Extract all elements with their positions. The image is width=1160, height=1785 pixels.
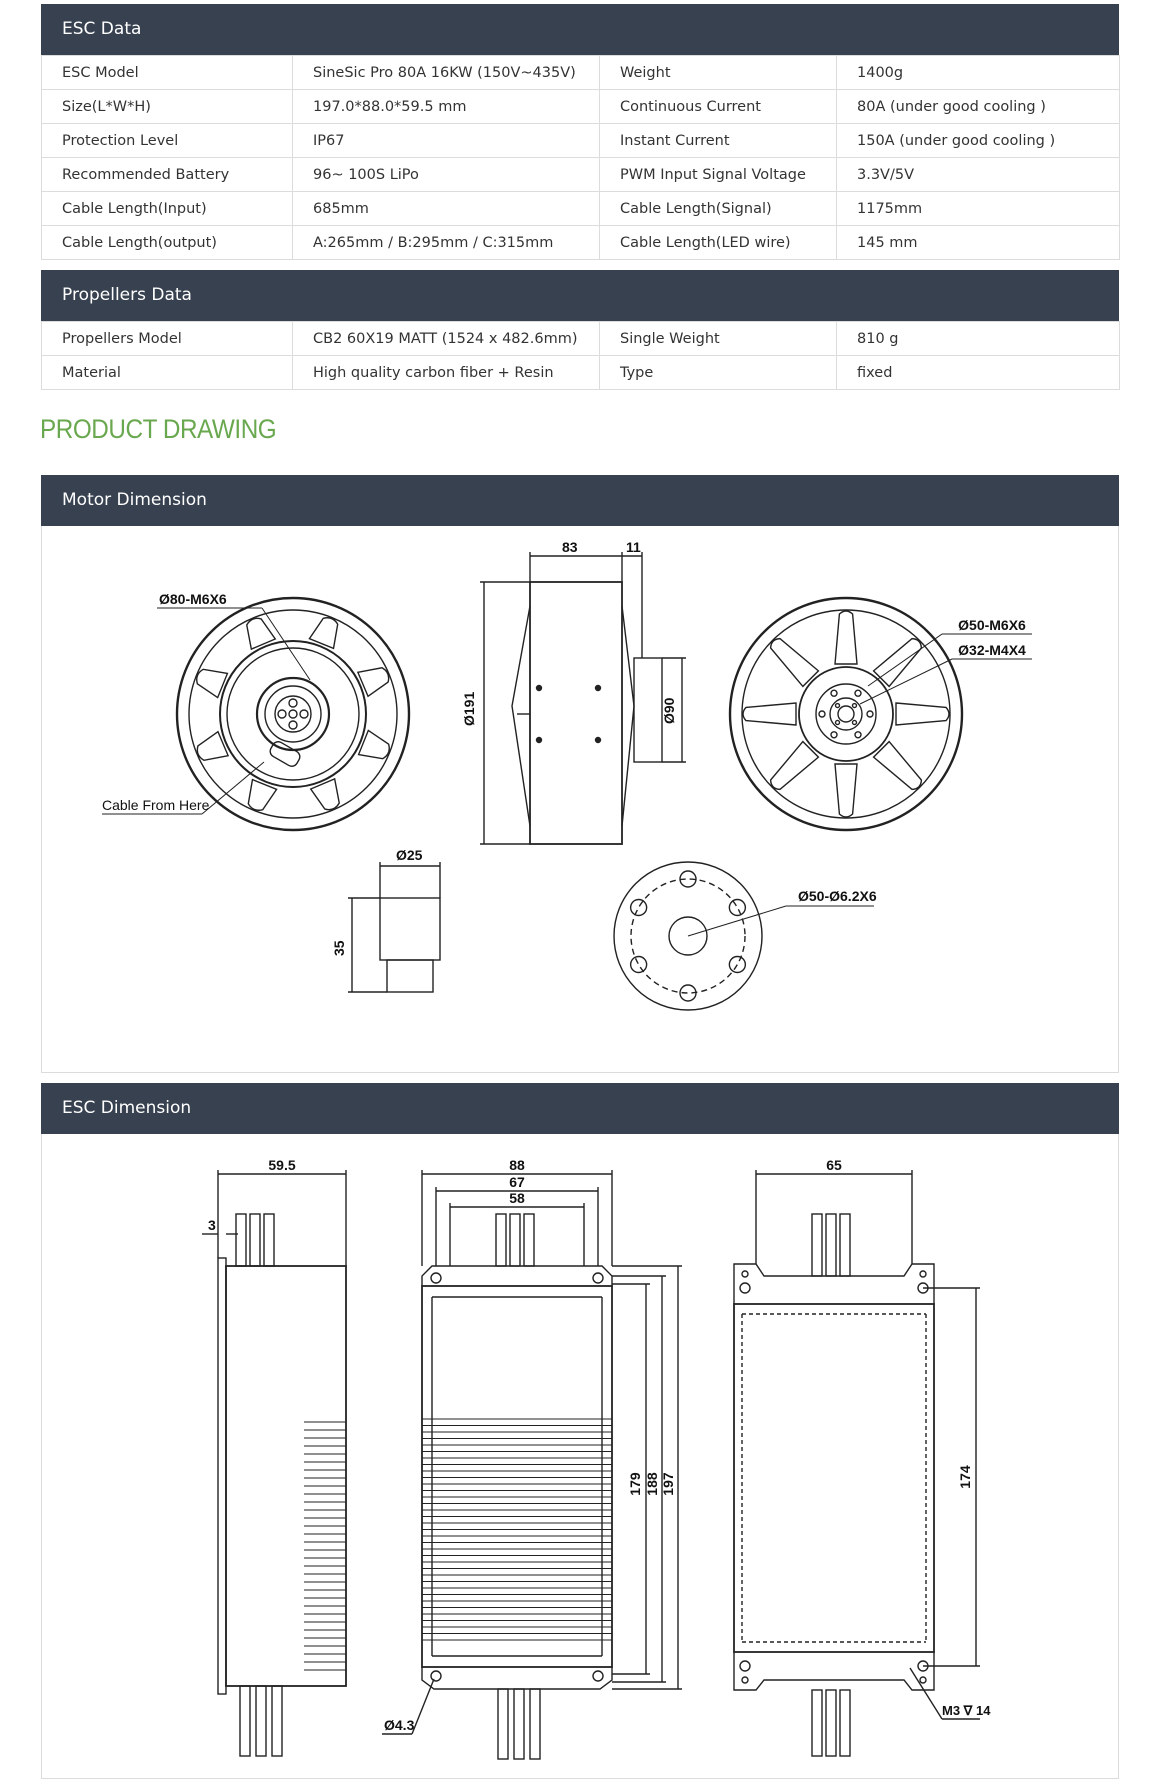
- front-bolt-label: Ø80-M6X6: [159, 591, 227, 607]
- rear-bolt2-label: Ø32-M4X4: [958, 642, 1026, 658]
- shaft-base-90-label: Ø90: [661, 697, 677, 724]
- spec-value: High quality carbon fiber + Resin: [293, 356, 600, 390]
- width-83-label: 83: [562, 539, 578, 555]
- shaft-dia-25-label: Ø25: [396, 847, 423, 863]
- h197-label: 197: [660, 1472, 676, 1496]
- table-row: [42, 124, 1120, 158]
- motor-shaft-detail: [348, 862, 440, 992]
- table-row: [42, 90, 1120, 124]
- spec-label: Propellers Model: [42, 322, 293, 356]
- spec-value: 197.0*88.0*59.5 mm: [293, 90, 600, 124]
- motor-dimension-panel: [41, 475, 1119, 1073]
- diameter-191-label: Ø191: [461, 691, 477, 726]
- flange-11-label: 11: [626, 539, 641, 555]
- spec-value: 150A (under good cooling ): [837, 124, 1120, 158]
- spec-value: 3.3V/5V: [837, 158, 1120, 192]
- spec-value: IP67: [293, 124, 600, 158]
- spec-value: SineSic Pro 80A 16KW (150V~435V): [293, 56, 600, 90]
- spec-label: Material: [42, 356, 293, 390]
- w65-label: 65: [826, 1157, 842, 1173]
- w67-label: 67: [509, 1174, 525, 1190]
- spec-label: Cable Length(LED wire): [600, 226, 837, 260]
- esc-data-panel: [41, 4, 1119, 260]
- motor-side-view: [480, 552, 686, 844]
- spec-value: CB2 60X19 MATT (1524 x 482.6mm): [293, 322, 600, 356]
- spec-label: Continuous Current: [600, 90, 837, 124]
- motor-drawing: [42, 526, 1118, 1073]
- propellers-data-header: Propellers Data: [41, 270, 1119, 321]
- spec-label: Recommended Battery: [42, 158, 293, 192]
- spec-value: 1400g: [837, 56, 1120, 90]
- hole-label: Ø4.3: [384, 1717, 415, 1733]
- spec-label: Cable Length(Input): [42, 192, 293, 226]
- spec-label: PWM Input Signal Voltage: [600, 158, 837, 192]
- spec-label: Cable Length(output): [42, 226, 293, 260]
- esc-side-view: [202, 1170, 346, 1756]
- esc-data-table: [41, 55, 1120, 260]
- table-row: [42, 356, 1120, 390]
- motor-rear-view: [730, 598, 962, 830]
- w58-label: 58: [509, 1190, 525, 1206]
- w88-label: 88: [509, 1157, 525, 1173]
- esc-front-view: [382, 1170, 682, 1759]
- spec-value: 80A (under good cooling ): [837, 90, 1120, 124]
- spec-value: fixed: [837, 356, 1120, 390]
- h179-label: 179: [627, 1472, 643, 1496]
- spec-label: Protection Level: [42, 124, 293, 158]
- spec-value: 810 g: [837, 322, 1120, 356]
- motor-dimension-header: Motor Dimension: [41, 475, 1119, 526]
- table-row: [42, 158, 1120, 192]
- shaft-len-35-label: 35: [331, 940, 347, 956]
- esc-back-view: [734, 1170, 980, 1756]
- product-drawing-title: PRODUCT DRAWING: [40, 414, 277, 444]
- spec-value: A:265mm / B:295mm / C:315mm: [293, 226, 600, 260]
- cable-label: Cable From Here: [102, 797, 210, 813]
- side-width-label: 59.5: [268, 1157, 296, 1173]
- propellers-data-table: [41, 321, 1120, 390]
- prop-bolt-label: Ø50-Ø6.2X6: [798, 888, 877, 904]
- esc-drawing-box: [41, 1134, 1119, 1779]
- esc-drawing: [42, 1134, 1118, 1779]
- side-flange-label: 3: [208, 1217, 216, 1233]
- spec-label: Instant Current: [600, 124, 837, 158]
- spec-value: 96~ 100S LiPo: [293, 158, 600, 192]
- propellers-data-panel: [41, 270, 1119, 390]
- spec-value: 145 mm: [837, 226, 1120, 260]
- motor-leaders: [102, 608, 1032, 936]
- spec-value: 1175mm: [837, 192, 1120, 226]
- spec-label: Cable Length(Signal): [600, 192, 837, 226]
- esc-data-header: ESC Data: [41, 4, 1119, 55]
- spec-label: Single Weight: [600, 322, 837, 356]
- table-row: [42, 226, 1120, 260]
- motor-front-view: [177, 598, 409, 830]
- table-row: [42, 322, 1120, 356]
- spec-label: Size(L*W*H): [42, 90, 293, 124]
- spec-label: ESC Model: [42, 56, 293, 90]
- thread-label: M3 ∇ 14: [942, 1703, 991, 1718]
- esc-dimension-header: ESC Dimension: [41, 1083, 1119, 1134]
- h174-label: 174: [957, 1465, 973, 1489]
- spec-value: 685mm: [293, 192, 600, 226]
- motor-drawing-box: [41, 526, 1119, 1073]
- rear-bolt1-label: Ø50-M6X6: [958, 617, 1026, 633]
- spec-label: Type: [600, 356, 837, 390]
- table-row: [42, 56, 1120, 90]
- h188-label: 188: [644, 1472, 660, 1496]
- spec-label: Weight: [600, 56, 837, 90]
- esc-dimension-panel: [41, 1083, 1119, 1779]
- table-row: [42, 192, 1120, 226]
